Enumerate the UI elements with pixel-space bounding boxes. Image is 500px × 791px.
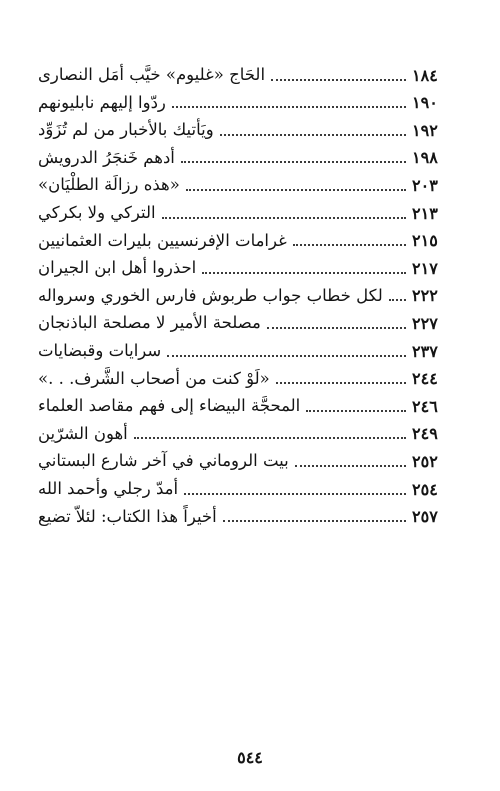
table-of-contents xyxy=(38,60,452,529)
dot-leader xyxy=(167,355,406,357)
dot-leader xyxy=(306,410,406,412)
dot-leader xyxy=(172,106,406,108)
toc-entry xyxy=(38,170,452,198)
dot-leader xyxy=(220,134,406,136)
toc-entry-page: ٢٥٤ xyxy=(412,479,438,499)
toc-entry-title: التركي ولا بكركي xyxy=(38,203,156,223)
toc-entry-page: ٢٣٧ xyxy=(412,341,438,361)
dot-leader xyxy=(223,520,406,522)
dot-leader xyxy=(134,437,406,439)
toc-entry-page: ٢١٧ xyxy=(412,258,438,278)
toc-entry xyxy=(38,502,452,530)
toc-entry xyxy=(38,336,452,364)
toc-entry xyxy=(38,308,452,336)
toc-entry-page: ٢١٣ xyxy=(412,203,438,223)
toc-entry xyxy=(38,474,452,502)
toc-entry xyxy=(38,281,452,309)
toc-entry-title: مصلحة الأمير لا مصلحة الباذنجان xyxy=(38,313,261,333)
toc-entry-title: احذروا أهل ابن الجيران xyxy=(38,258,197,278)
toc-entry xyxy=(38,143,452,171)
toc-entry-page: ١٩٢ xyxy=(412,120,438,140)
dot-leader xyxy=(295,465,406,467)
toc-entry-title: غرامات الإفرنسيين بليرات العثمانيين xyxy=(38,230,287,250)
dot-leader xyxy=(271,79,406,81)
toc-entry-page: ٢٢٢ xyxy=(412,286,438,306)
toc-entry xyxy=(38,364,452,392)
dot-leader xyxy=(202,272,406,274)
toc-entry-page: ٢١٥ xyxy=(412,231,438,251)
toc-entry-title: ويَأتيك بالأخبار من لم تُزَوِّد xyxy=(38,120,214,140)
dot-leader xyxy=(276,382,406,384)
toc-entry-title: بيت الروماني في آخر شارع البستاني xyxy=(38,451,289,471)
toc-entry-title: «هذه رزالَة الطلْيَان» xyxy=(38,175,180,195)
toc-entry-page: ١٨٤ xyxy=(412,65,438,85)
toc-entry-page: ٢٥٢ xyxy=(412,451,438,471)
toc-entry xyxy=(38,253,452,281)
toc-entry-page: ١٩٨ xyxy=(412,148,438,168)
toc-entry-title: سرايات وقبضايات xyxy=(38,341,162,361)
toc-entry-title: المحجَّة البيضاء إلى فهم مقاصد العلماء xyxy=(38,396,301,416)
toc-entry xyxy=(38,391,452,419)
dot-leader xyxy=(162,217,406,219)
toc-entry xyxy=(38,115,452,143)
toc-entry-page: ٢٤٦ xyxy=(412,396,438,416)
toc-entry xyxy=(38,198,452,226)
toc-entry-page: ٢٤٤ xyxy=(412,369,438,389)
toc-entry-title: أمدّ رجلي وأحمد الله xyxy=(38,479,179,498)
page-number: ٥٤٤ xyxy=(237,748,263,767)
dot-leader xyxy=(267,327,406,329)
toc-entry-page: ٢٠٣ xyxy=(412,175,438,195)
toc-entry xyxy=(38,60,452,88)
toc-entry xyxy=(38,446,452,474)
toc-entry xyxy=(38,88,452,116)
toc-entry-title: أهون الشرّين xyxy=(38,423,128,443)
toc-entry-title: «لَوْ كنت من أصحاب الشَّرف. . .» xyxy=(38,368,270,388)
toc-entry-page: ٢٤٩ xyxy=(412,424,438,444)
dot-leader xyxy=(181,161,406,163)
toc-entry-title: أخيراً هذا الكتاب: لئلاّ تضيع xyxy=(38,506,217,526)
toc-entry-title: أدهم خَنجَرُ الدرويش xyxy=(38,147,175,167)
toc-entry-title: الحَاج «غليوم» خيَّب أمَل النصارى xyxy=(38,65,266,85)
toc-entry xyxy=(38,226,452,254)
toc-entry-title: لكل خطاب جواب طربوش فارس الخوري وسرواله xyxy=(38,285,383,305)
toc-entry-title: ردّوا إليهم نابليونهم xyxy=(38,92,166,112)
toc-entry-page: ٢٢٧ xyxy=(412,313,438,333)
dot-leader xyxy=(184,493,406,495)
dot-leader xyxy=(293,244,406,246)
toc-entry-page: ١٩٠ xyxy=(412,93,438,113)
toc-entry xyxy=(38,419,452,447)
dot-leader xyxy=(186,189,406,191)
toc-entry-page: ٢٥٧ xyxy=(412,507,438,527)
dot-leader xyxy=(389,299,406,301)
